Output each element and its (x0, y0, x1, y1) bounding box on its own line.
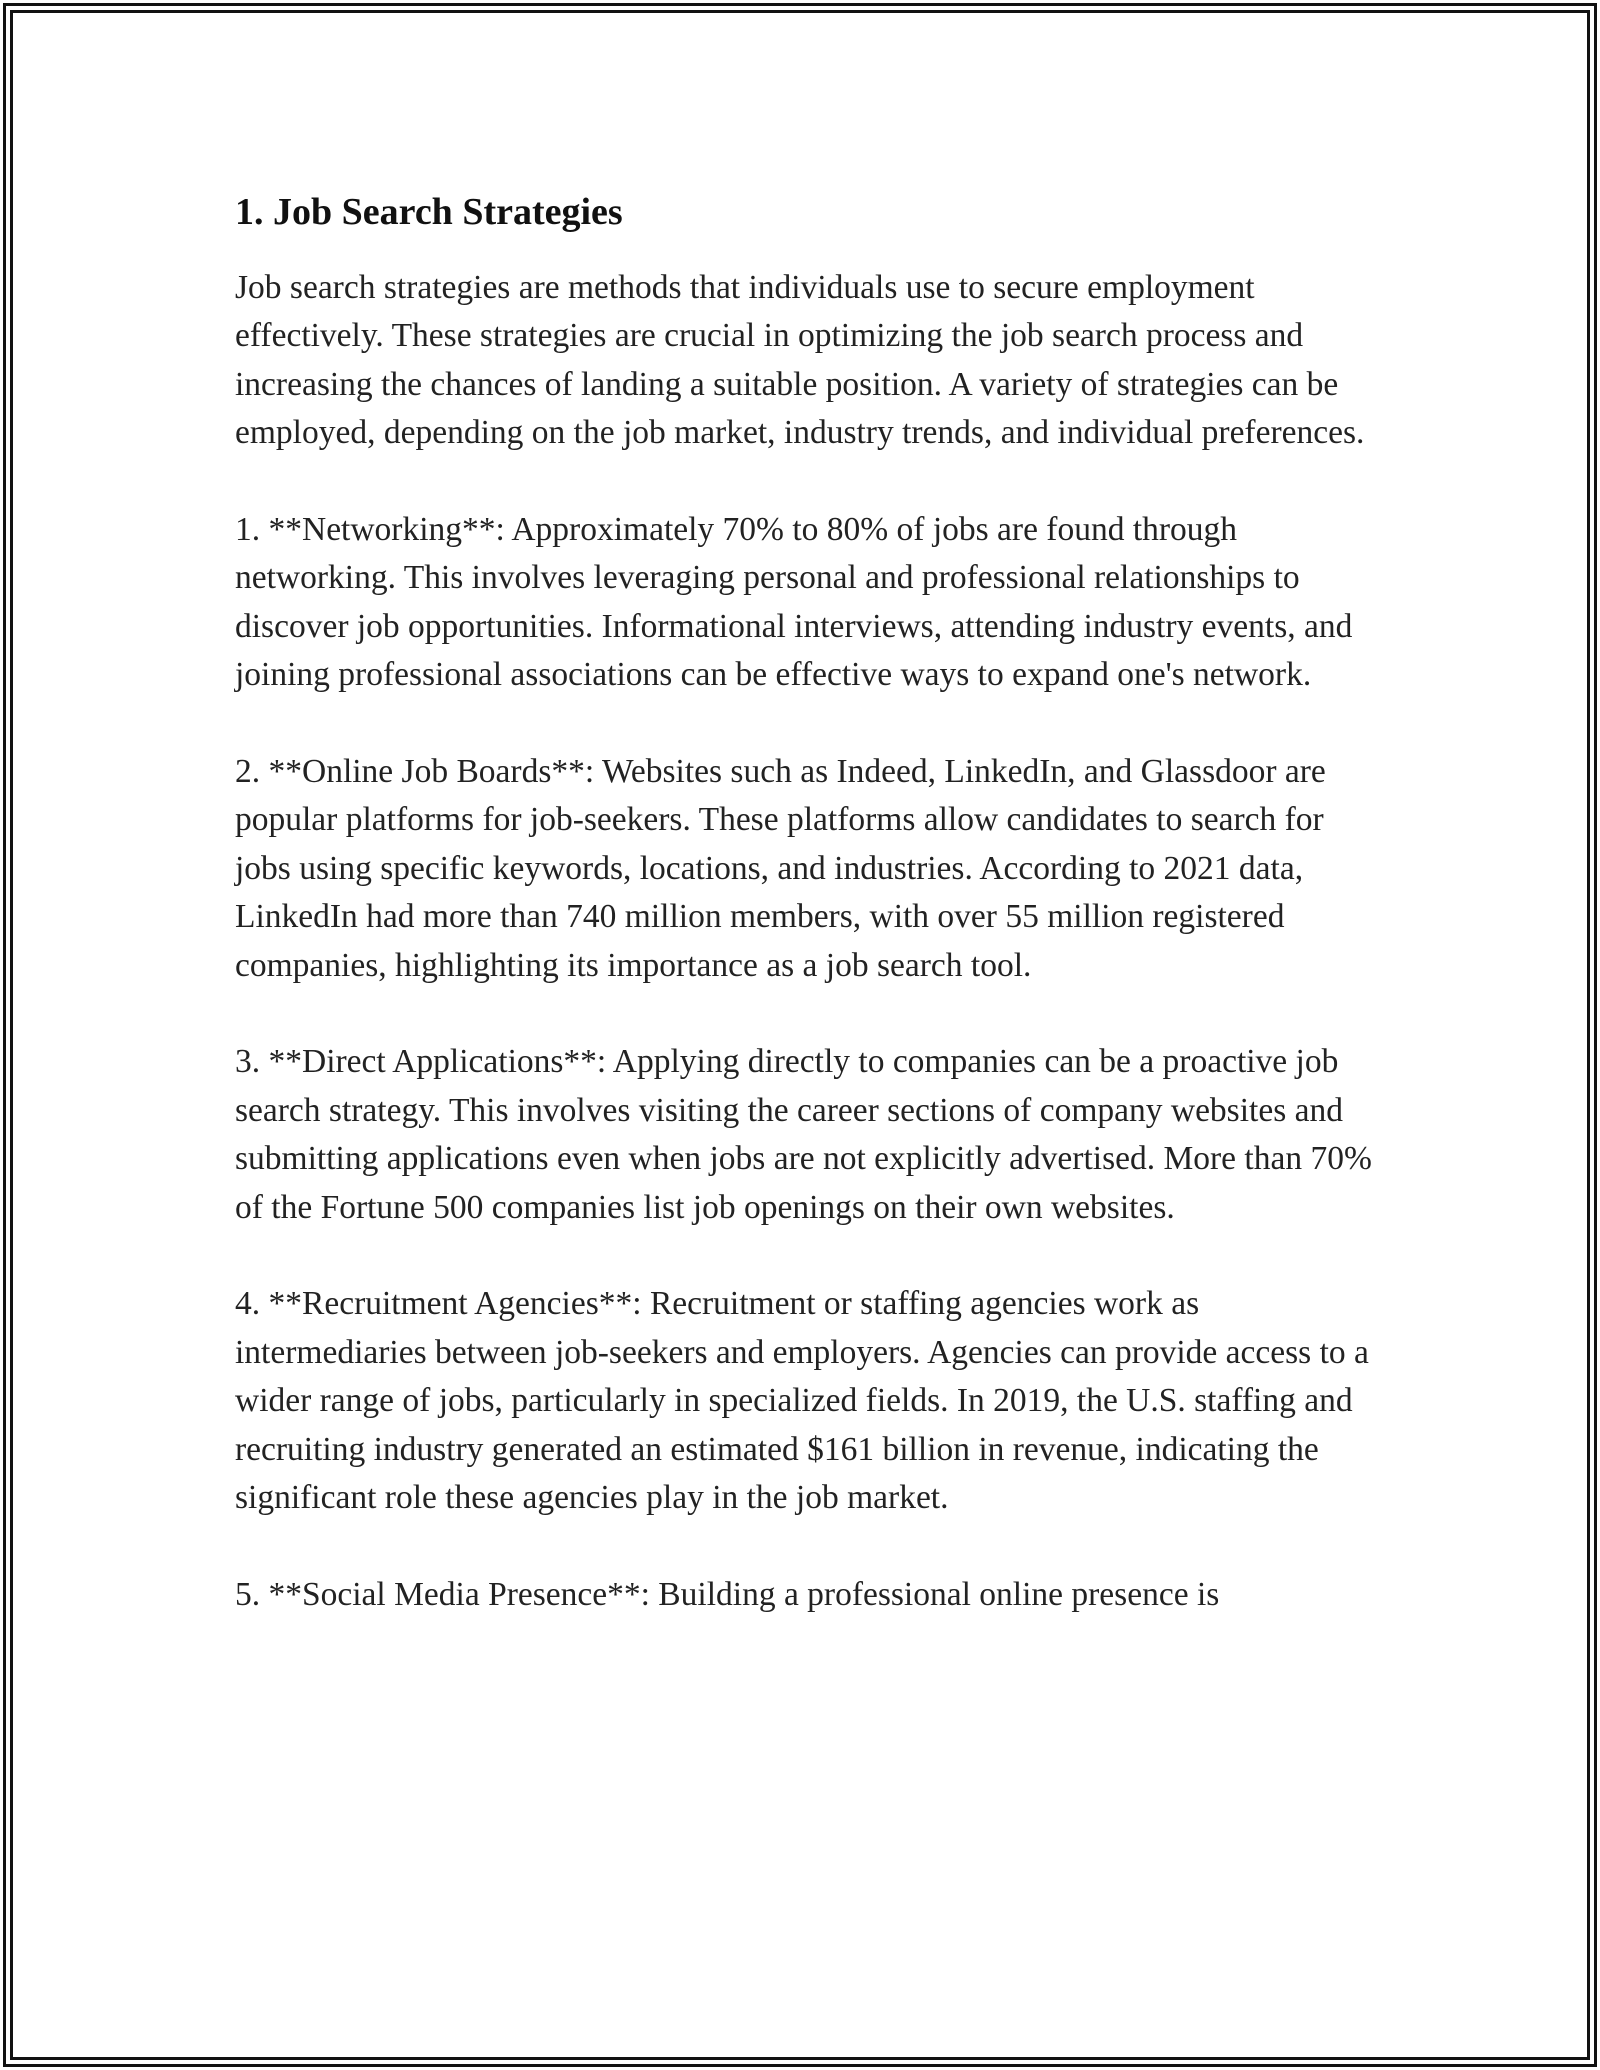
recruitment-agencies-paragraph: 4. **Recruitment Agencies**: Recruitment or staffing agencies work as intermediaries between job-seekers and employers. Agencies can provide access to a wider range of jobs, particularly in specialized fields. In 2019, the U.S. staffing and recruiting industry generated an estimated $161 billion in revenue, indicating the significant role these agencies play in the job market. (235, 1285, 1369, 1517)
social-media-paragraph: 5. **Social Media Presence**: Building a professional online presence is (235, 1575, 1220, 1613)
networking-paragraph: 1. **Networking**: Approximately 70% to 80% of jobs are found through networking. This involves leveraging personal and professional relationships to discover job opportunities. Informational interviews, attending industry events, and joining professional associations can be effective ways to expand one's network. (235, 511, 1353, 694)
direct-applications-paragraph: 3. **Direct Applications**: Applying directly to companies can be a proactive job search strategy. This involves visiting the career sections of company websites and submitting applications even when jobs are not explicitly advertised. More than 70% of the Fortune 500 companies list job openings on their own websites. (235, 1043, 1372, 1226)
intro-paragraph: Job search strategies are methods that individuals use to secure employment effectively. These strategies are crucial in optimizing the job search process and increasing the chances of landing a suitable position. A variety of strategies can be employed, depending on the job market, industry trends, and individual preferences. (235, 269, 1365, 452)
online-job-boards-paragraph: 2. **Online Job Boards**: Websites such as Indeed, LinkedIn, and Glassdoor are popular platforms for job-seekers. These platforms allow candidates to search for jobs using specific keywords, locations, and industries. According to 2021 data, LinkedIn had more than 740 million members, with over 55 million registered companies, highlighting its importance as a job search tool. (235, 753, 1326, 984)
section-heading: 1. Job Search Strategies (235, 191, 623, 233)
document-body (235, 188, 1385, 1668)
